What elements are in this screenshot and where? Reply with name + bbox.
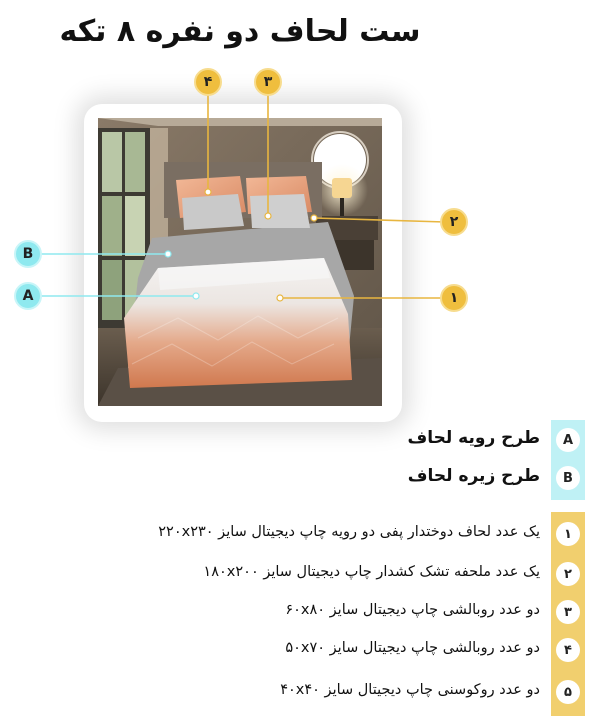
item-text-3: دو عدد روبالشی چاپ دیجیتال سایز ۶۰x۸۰: [285, 602, 540, 618]
legend-label-b: طرح زیره لحاف: [407, 466, 540, 486]
page-title: ست لحاف دو نفره ۸ تکه: [59, 14, 421, 49]
item-text-5: دو عدد روکوسنی چاپ دیجیتال سایز ۴۰x۴۰: [280, 682, 540, 698]
item-number-3: ۳: [556, 600, 580, 624]
item-number-5: ۵: [556, 680, 580, 704]
callout-badge-1: ۱: [440, 284, 468, 312]
callout-badge-4: ۴: [194, 68, 222, 96]
legend-label-a: طرح رویه لحاف: [407, 428, 540, 448]
callout-badge-a: A: [14, 282, 42, 310]
legend-key-b: B: [556, 466, 580, 490]
item-number-2: ۲: [556, 562, 580, 586]
item-text-2: یک عدد ملحفه تشک کشدار چاپ دیجیتال سایز ۱۸۰x۲۰۰: [203, 564, 540, 580]
callout-badge-b: B: [14, 240, 42, 268]
bedroom-illustration: [98, 118, 382, 406]
item-text-1: یک عدد لحاف دوختدار پفی دو رویه چاپ دیجیتال سایز ۲۲۰x۲۳۰: [158, 524, 540, 540]
item-text-4: دو عدد روبالشی چاپ دیجیتال سایز ۵۰x۷۰: [285, 640, 540, 656]
item-number-1: ۱: [556, 522, 580, 546]
item-number-4: ۴: [556, 638, 580, 662]
callout-badge-2: ۲: [440, 208, 468, 236]
bedding-set-photo: [98, 118, 382, 406]
legend-key-a: A: [556, 428, 580, 452]
callout-badge-3: ۳: [254, 68, 282, 96]
